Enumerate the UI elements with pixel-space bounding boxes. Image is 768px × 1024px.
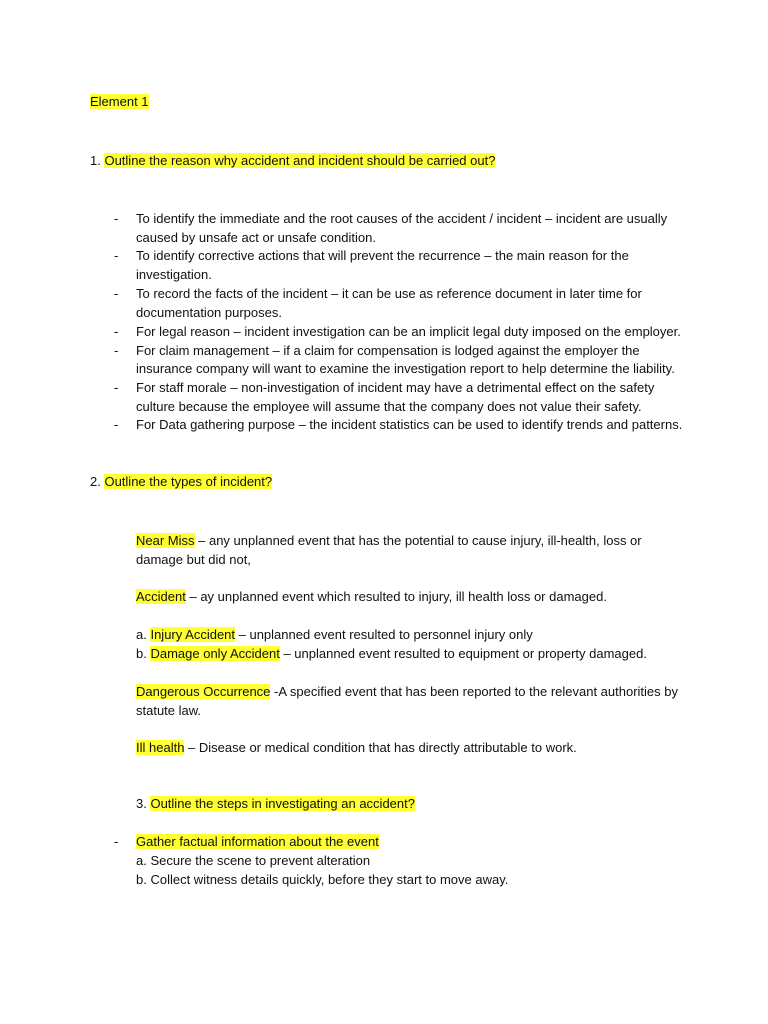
bullet-line: caused by unsafe act or unsafe condition. [136,230,376,245]
bullet-dash: - [114,286,119,301]
question-1 [90,151,495,170]
bullet-line: For staff morale – non-investigation of incident may have a detrimental effect on the safety [136,380,655,395]
bullet-dash: - [114,343,119,358]
bullet-dash: - [114,834,119,849]
bullet-line: culture because the employee will assume that the company does not value their safety. [136,399,642,414]
dangerous-occurrence-term: Dangerous Occurrence [136,684,271,699]
question-3-number: 3. [136,796,147,811]
bullet-line: For claim management – if a claim for compensation is lodged against the employer the [136,343,640,358]
near-miss-term: Near Miss [136,533,195,548]
element-heading: Element 1 [90,94,149,109]
question-3-text: Outline the steps in investigating an accident? [150,796,415,811]
bullet-dash: - [114,380,119,395]
bullet-dash: - [114,248,119,263]
bullet-line: For Data gathering purpose – the incident statistics can be used to identify trends and patterns. [136,417,683,432]
step-1a: a. Secure the scene to prevent alteration [136,853,371,868]
bullet-line: insurance company will want to examine the investigation report to help determine the liability. [136,361,675,376]
near-miss-definition: Near Miss – any unplanned event that has the potential to cause injury, ill-health, loss or [136,533,642,548]
damage-accident-term: Damage only Accident [150,646,280,661]
damage-accident-definition: b. Damage only Accident – unplanned event resulted to equipment or property damaged. [136,646,647,661]
bullet-line: investigation. [136,267,212,282]
question-2-number: 2. [90,474,101,489]
question-2-text: Outline the types of incident? [104,474,273,489]
accident-term: Accident [136,589,186,604]
bullet-line: For legal reason – incident investigation can be an implicit legal duty imposed on the employer. [136,324,681,339]
question-3 [136,794,415,813]
dangerous-occurrence-definition: Dangerous Occurrence -A specified event that has been reported to the relevant authorities by [136,684,678,699]
near-miss-definition-cont: damage but did not, [136,552,251,567]
question-1-text: Outline the reason why accident and incident should be carried out? [104,153,496,168]
bullet-line: To record the facts of the incident – it can be use as reference document in later time for [136,286,642,301]
ill-health-term: Ill health [136,740,185,755]
question-1-number: 1. [90,153,101,168]
ill-health-definition: Ill health – Disease or medical condition that has directly attributable to work. [136,740,577,755]
bullet-line: documentation purposes. [136,305,282,320]
step-1b: b. Collect witness details quickly, before they start to move away. [136,872,509,887]
bullet-dash: - [114,324,119,339]
dangerous-occurrence-cont: statute law. [136,703,202,718]
bullet-line: To identify corrective actions that will prevent the recurrence – the main reason for the [136,248,629,263]
bullet-dash: - [114,211,119,226]
injury-accident-definition: a. Injury Accident – unplanned event resulted to personnel injury only [136,627,533,642]
question-2 [90,472,272,491]
bullet-line: To identify the immediate and the root causes of the accident / incident – incident are usually [136,211,668,226]
step-1: Gather factual information about the event [136,834,379,849]
injury-accident-term: Injury Accident [150,627,236,642]
bullet-dash: - [114,417,119,432]
accident-definition: Accident – ay unplanned event which resulted to injury, ill health loss or damaged. [136,589,607,604]
